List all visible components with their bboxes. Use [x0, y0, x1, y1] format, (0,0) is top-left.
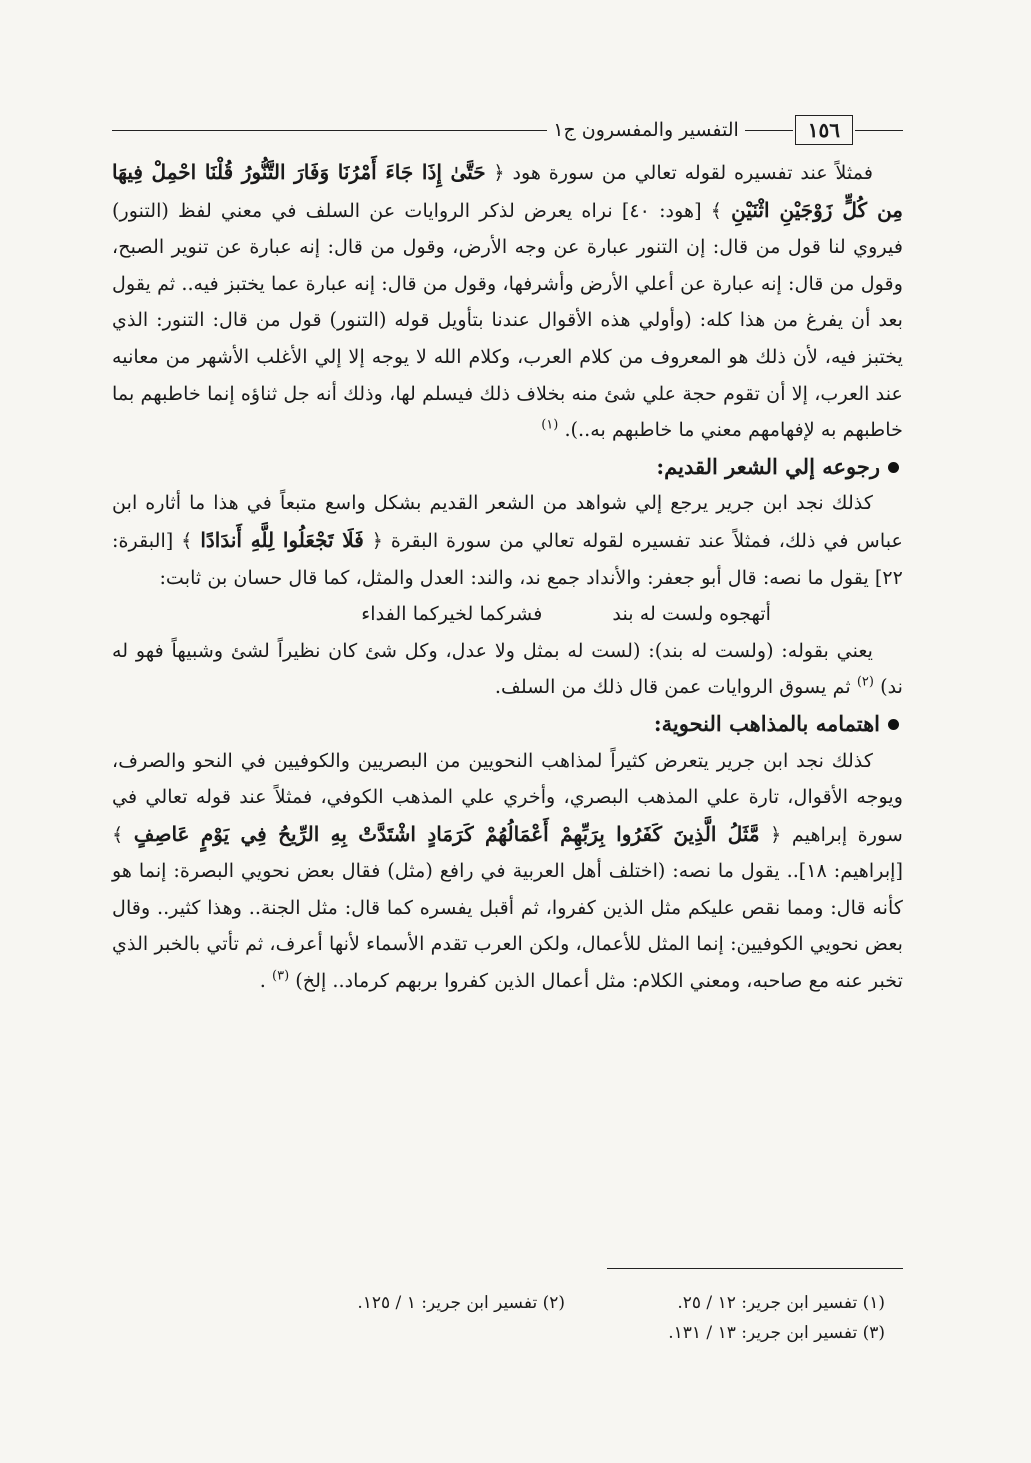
section-heading-poetry-text: رجوعه إلي الشعر القديم:	[656, 453, 880, 479]
verse-first-hemistich: أتهجوه ولست له بند	[612, 602, 771, 626]
verse-second-hemistich: فشركما لخيركما الفداء	[361, 602, 543, 626]
paragraph-2-text: ﴾ [البقرة: ٢٢] يقول ما نصه: قال أبو جعفر: والأنداد جمع ند، والند: العدل والمثل، كما قال حسان بن ثابت:	[112, 528, 903, 589]
paragraph-1-text: ﴾ [هود: ٤٠] نراه يعرض لذكر الروايات عن السلف في معني لفظ (التنور) فيروي لنا قول من قال: إن التنور عبارة عن وجه الأرض، وقول من قال: إنه عبارة عن تنوير الصبح، وقول من قال: إنه عبارة عن أعلي الأرض وأشرفها، وقول من قال: إنه عبارة عما يختبز فيه.. ثم يقول بعد أن يفرغ من هذا كله: (وأولي هذه الأقوال عندنا بتأويل قوله (التنور) قول من قال: التنور: الذي يختبز فيه، لأن ذلك هو المعروف من كلام العرب، وكلام الله لا يوجه إلا إلي الأغلب الأشهر من معانيه عند العرب، إلا أن تقوم حجة علي شئ منه بخلاف ذلك فيسلم لها، وذلك أنه جل ثناؤه إنما خاطبهم بما خاطبهم به لإفهامهم معني ما خاطبهم به..).	[112, 198, 903, 442]
paragraph-3	[112, 633, 903, 706]
section-heading-grammar-text: اهتمامه بالمذاهب النحوية:	[653, 710, 880, 736]
paragraph-2	[112, 485, 903, 596]
quran-quote-hud: حَتَّىٰ إِذَا جَاءَ أَمْرُنَا وَفَارَ التَّنُّورُ قُلْنَا احْمِلْ فِيهَا مِن كُلٍّ زَوْجَيْنِ اثْنَيْنِ	[112, 160, 904, 222]
header-rule-left	[112, 130, 547, 131]
paragraph-3-text: يعني بقوله: (ولست له بند): (لست له بمثل ولا عدل، وكل شئ كان نظيراً لشئ وشبيهاً فهو له ند)	[112, 638, 903, 699]
paragraph-4-end: .	[259, 969, 266, 993]
paragraph-4-intro: كذلك نجد ابن جرير يتعرض كثيراً لمذاهب النحويين من البصريين والكوفيين في النحو والصرف، ويوجه الأقوال، تارة علي المذهب البصري، وأخري علي المذهب الكوفي، فمثلاً عند قوله تعالي في سورة إبراهيم ﴿	[112, 748, 903, 846]
footnote-separator	[607, 1268, 903, 1269]
running-title: التفسير والمفسرون ج١	[553, 119, 739, 141]
paragraph-4	[112, 743, 903, 1000]
bullet-icon	[888, 719, 899, 730]
footnote-ref-3: (٣)	[272, 968, 290, 984]
footnote-1: (١) تفسير ابن جرير: ١٢ / ٢٥.	[677, 1293, 885, 1313]
paragraph-4-text: ﴾ [إبراهيم: ١٨].. يقول ما نصه: (اختلف أهل العربية في رافع (مثل) فقال بعض نحويي البصرة: إنما هو كأنه قال: ومما نقص عليكم مثل الذين كفروا، ثم أقبل يفسره كما قال: مثل الجنة.. وهذا كثير.. وقال بعض نحويي الكوفيين: إنما المثل للأعمال، ولكن العرب تقدم الأسماء لأنها أعرف، ثم تأتي بالخبر الذي تخبر عنه مع صاحبه، ومعني الكلام: مثل أعمال الذين كفروا بربهم كرماد.. إلخ)	[112, 822, 903, 993]
footnotes	[245, 1288, 885, 1348]
paragraph-1	[112, 154, 903, 449]
header-rule-middle	[745, 130, 793, 131]
quran-quote-baqara: فَلَا تَجْعَلُوا لِلَّهِ أَندَادًا	[200, 527, 364, 552]
footnote-ref-1: (١)	[541, 417, 559, 433]
running-header	[112, 112, 903, 148]
poetry-verse	[112, 596, 903, 633]
bullet-icon	[888, 462, 899, 473]
header-rule-right	[855, 130, 903, 131]
section-heading-grammar	[112, 706, 903, 743]
footnote-2: (٢) تفسير ابن جرير: ١ / ١٢٥.	[357, 1293, 565, 1313]
page-number: ١٥٦	[795, 115, 853, 145]
body-text	[112, 154, 903, 1000]
footnote-ref-2: (٢)	[856, 674, 874, 690]
paragraph-3-end: ثم يسوق الروايات عمن قال ذلك من السلف.	[494, 675, 851, 699]
section-heading-poetry	[112, 449, 903, 486]
footnote-3: (٣) تفسير ابن جرير: ١٣ / ١٣١.	[668, 1323, 885, 1343]
paragraph-1-intro: فمثلاً عند تفسيره لقوله تعالي من سورة هود ﴿	[493, 161, 873, 184]
quran-quote-ibrahim: مَّثَلُ الَّذِينَ كَفَرُوا بِرَبِّهِمْ أَعْمَالُهُمْ كَرَمَادٍ اشْتَدَّتْ بِهِ الرِّيحُ فِي يَوْمٍ عَاصِفٍ	[133, 821, 760, 846]
paragraph-2-intro: كذلك نجد ابن جرير يرجع إلي شواهد من الشعر القديم بشكل واسع متبعاً في هذا ما أثاره ابن عباس في ذلك، فمثلاً عند تفسيره لقوله تعالي من سورة البقرة ﴿	[112, 491, 903, 552]
